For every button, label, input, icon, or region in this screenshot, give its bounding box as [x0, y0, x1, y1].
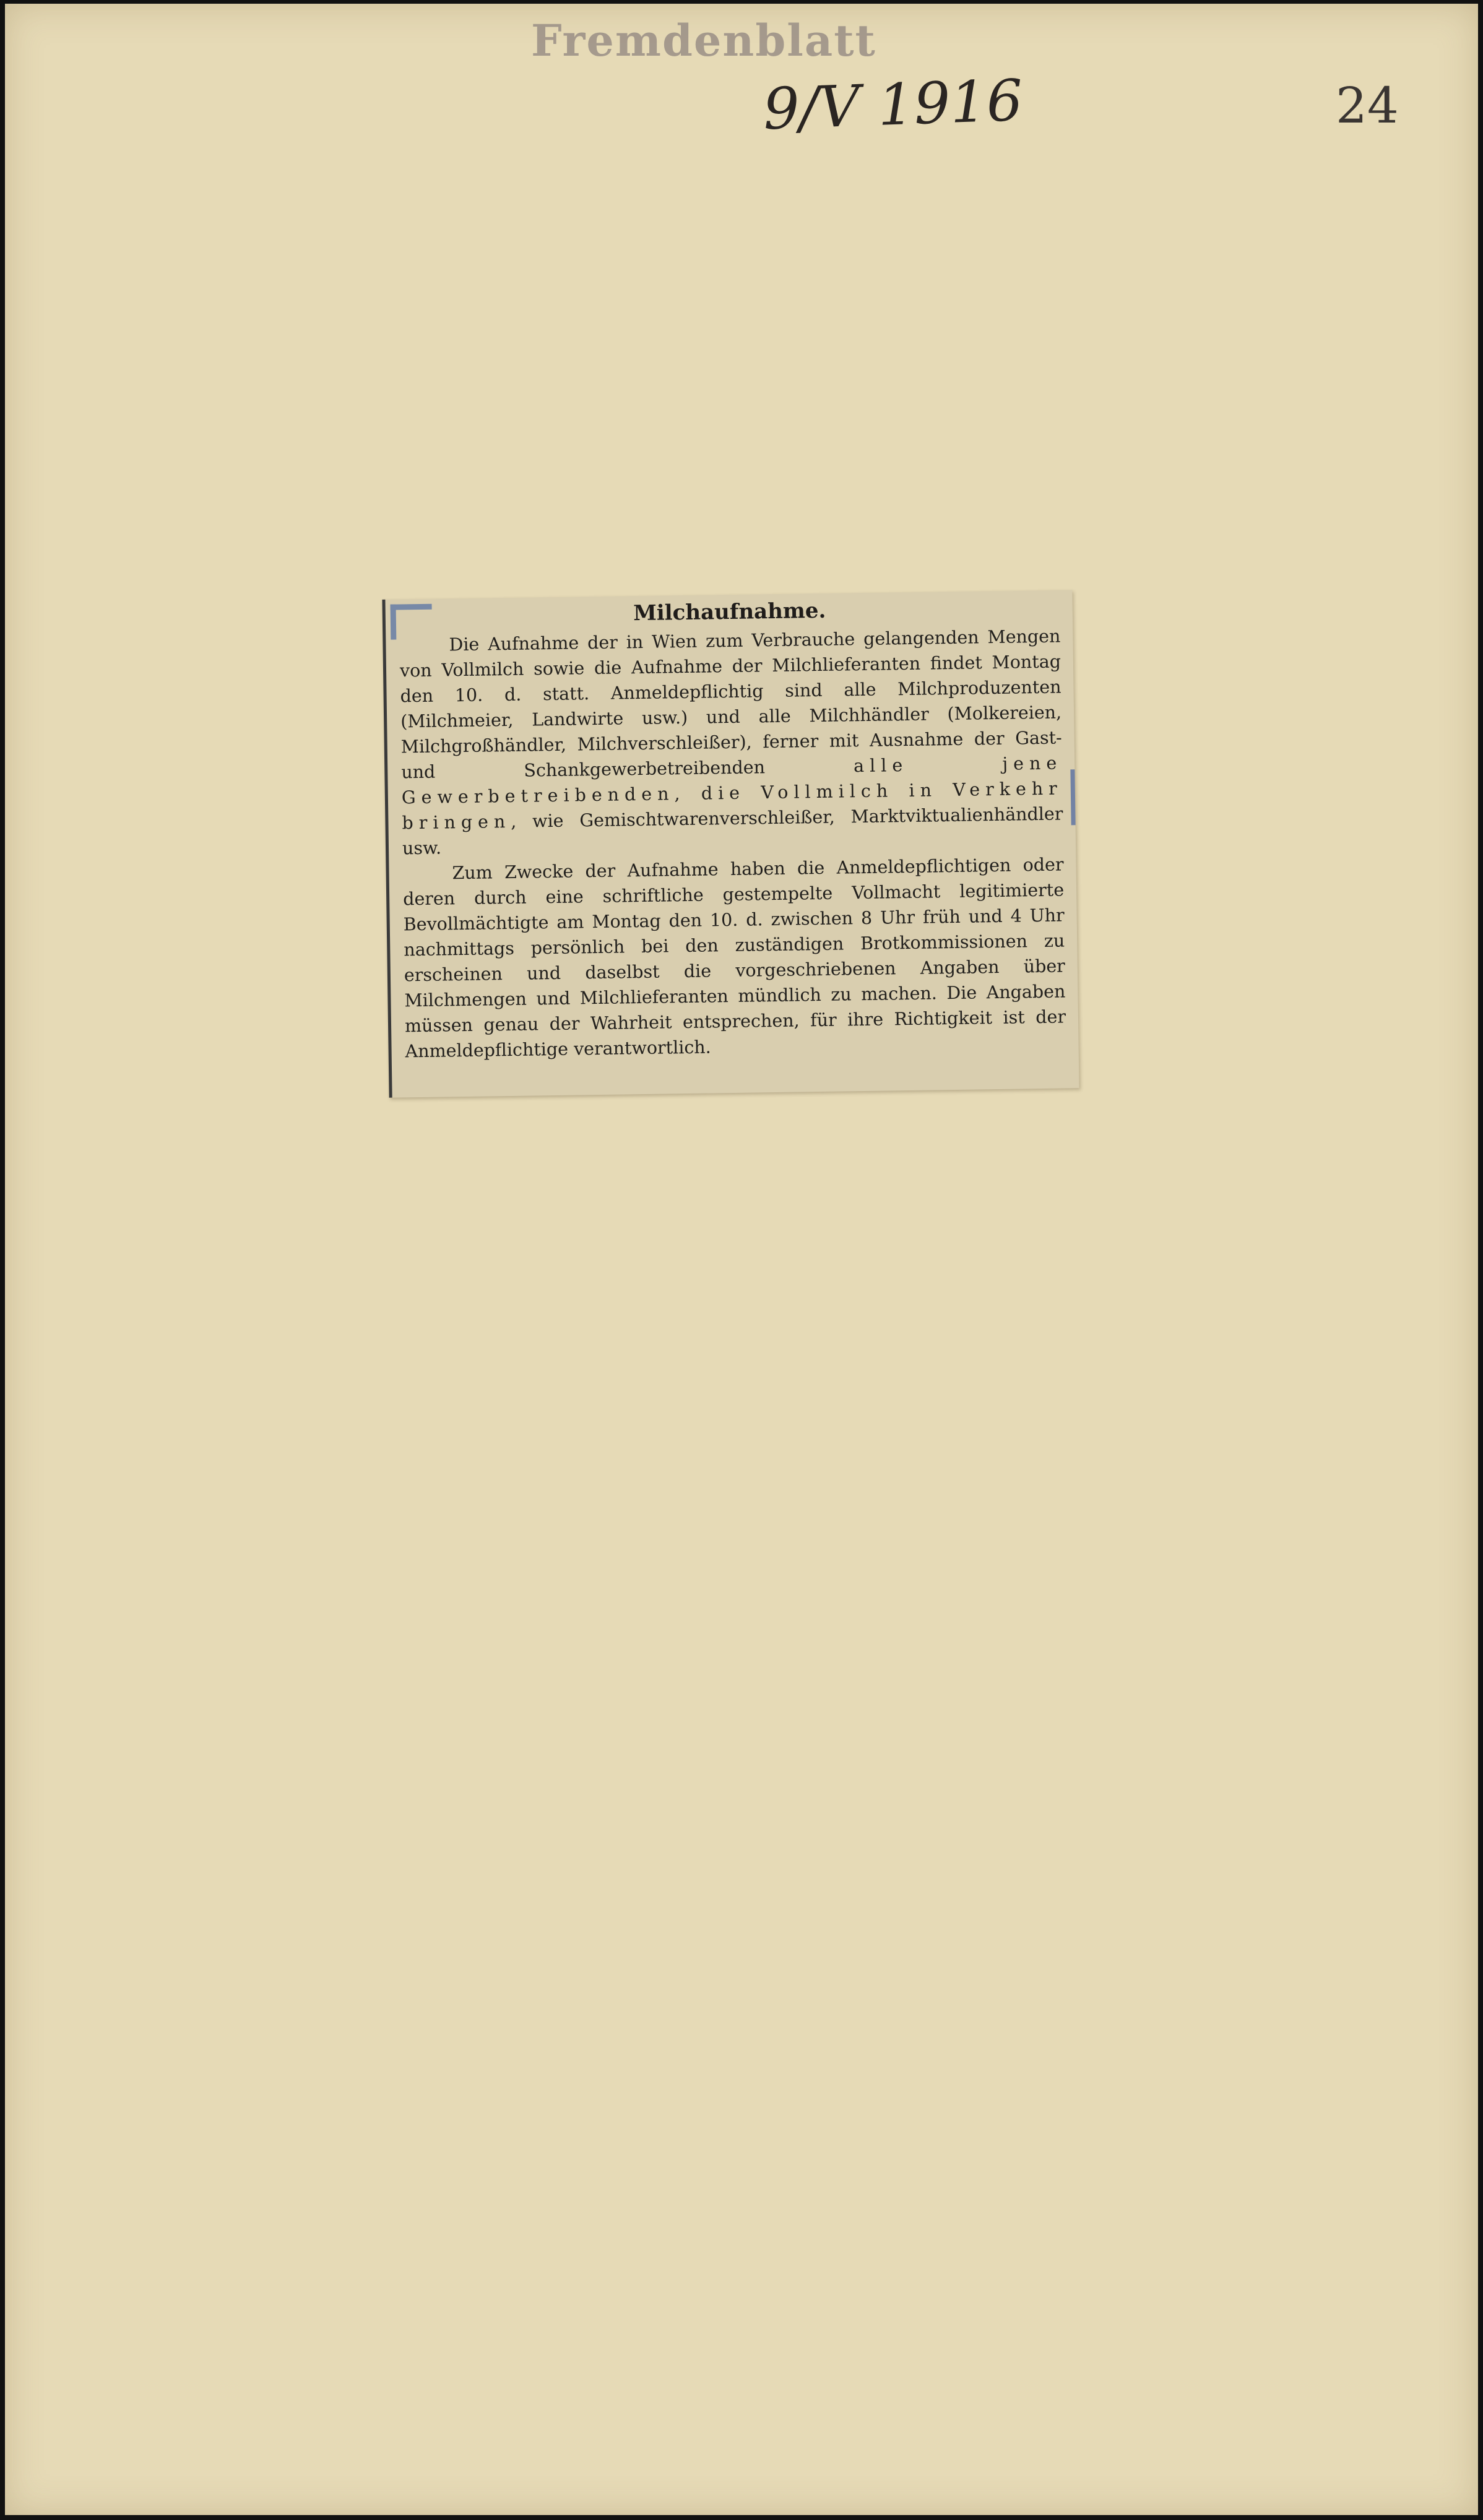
paragraph-1-text-a: Die Aufnahme der in Wien zum Verbrauche gelangenden Mengen von Vollmilch sowie die Aufnahme der Milchlieferanten findet Montag den 10. d. statt. Anmeldepflichtig sind alle Milchproduzenten (Milchmeier, Landwirte usw.) und alle Milchhändler (Molkereien, Milchgroßhändler, Milchverschleißer), ferner mit Ausnahme der Gast- und Schankgewerbetreibenden	[399, 626, 1062, 783]
archive-sheet	[5, 4, 1478, 2515]
handwritten-date: 9/V 1916	[762, 67, 1024, 143]
newspaper-clipping	[382, 590, 1079, 1097]
clipping-paragraph-2: Zum Zwecke der Aufnahme haben die Anmeldepflichtigen oder deren durch eine schriftliche gestempelte Vollmacht legitimierte Bevollmächtigte am Montag den 10. d. zwischen 8 Uhr früh und 4 Uhr nachmittags persönlich bei den zuständigen Brotkommissionen zu erscheinen und daselbst die vorgeschriebenen Angaben über Milchmengen und Milchlieferanten mündlich zu machen. Die Angaben müssen genau der Wahrheit entsprechen, für ihre Richtigkeit ist der Anmeldepflichtige verantwortlich.	[402, 854, 1066, 1062]
newspaper-stamp: Fremdenblatt	[531, 15, 876, 66]
paragraph-1-text-b: , wie Gemischtwarenverschleißer, Marktviktualienhändler usw.	[402, 803, 1063, 859]
blue-bracket-mark	[391, 604, 433, 640]
page-number: 24	[1336, 77, 1399, 134]
paragraph-1-emphasis: alle jene Gewerbetreibenden, die Vollmilch in Verkehr bringen	[401, 753, 1063, 834]
blue-side-mark	[1070, 769, 1075, 825]
clipping-headline: Milchaufnahme.	[633, 598, 826, 626]
clipping-paragraph-1	[399, 624, 1063, 861]
